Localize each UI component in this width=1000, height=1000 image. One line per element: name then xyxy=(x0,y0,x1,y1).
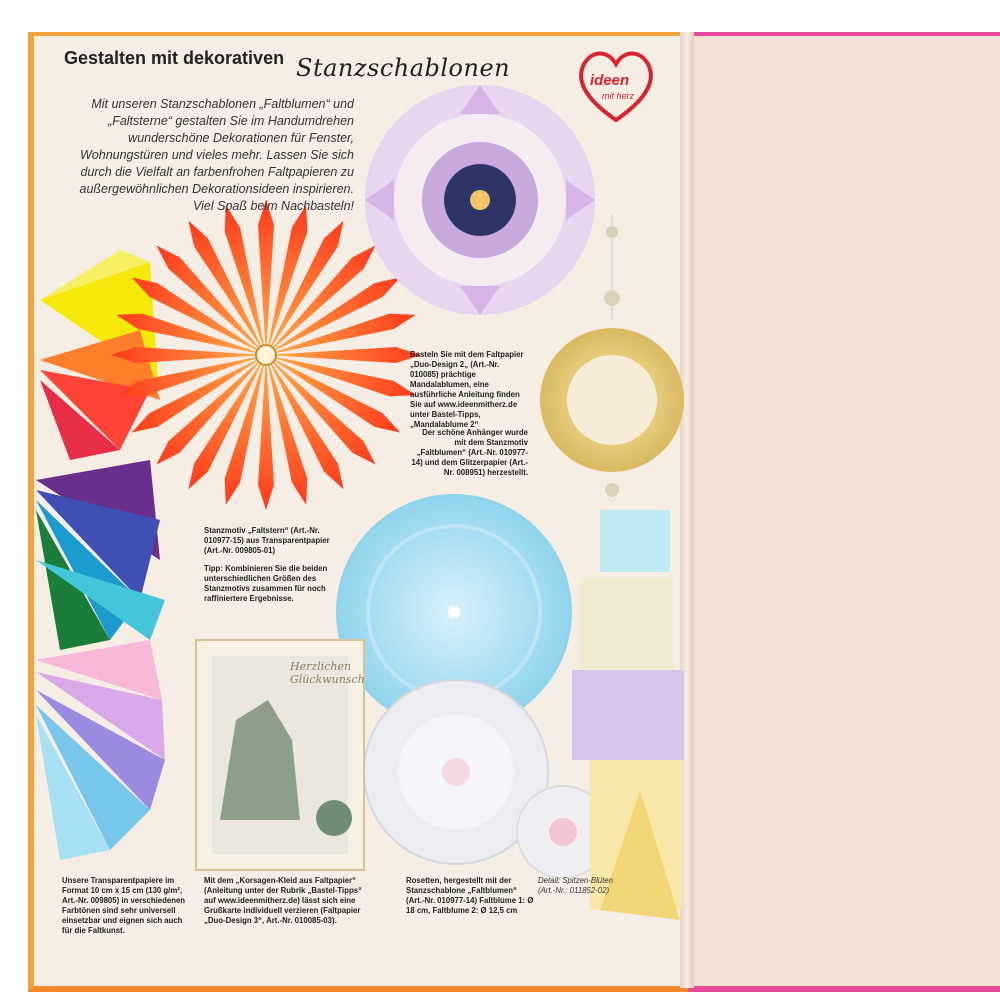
page-title-script: Stanzschablonen xyxy=(296,54,511,82)
pastel-paper-fan xyxy=(36,640,165,860)
caption-faltstern: Stanzmotiv „Faltstern“ (Art.-Nr. 010977-15) aus Transparentpapier (Art.-Nr. 009805-01) xyxy=(204,526,330,555)
caption-rosetten: Rosetten, hergestellt mit der Stanzschablone „Faltblumen“ (Art.-Nr. 010977-14) Faltblume 1: Ø 18 cm, Faltblume 2: Ø 12,5 cm xyxy=(406,876,534,915)
caption-tipp: Tipp: Kombinieren Sie die beiden unterschiedlichen Größen des Stanzmotivs zusammen für noch raffiniertere Ergebnisse. xyxy=(204,564,328,603)
caption-transparent: Unsere Transparentpapiere im Format 10 cm x 15 cm (130 g/m², Art.-Nr. 009805) in verschiedenen Farbtönen sind sehr universell einsetzbar und eignen sich auch für die Faltkunst. xyxy=(62,876,186,935)
caption-kleid: Mit dem „Korsagen-Kleid aus Faltpapier“ (Anleitung unter der Rubrik „Bastel-Tipps“ auf www.ideenmitherz.de) lässt sich eine Grußkarte individuell verzieren (Faltpapier „Duo-Design 3“, Art.-Nr. 010085-03). xyxy=(204,876,362,925)
caption-duo-design: Basteln Sie mit dem Faltpapier „Duo-Design 2„ (Art.-Nr. 010085) prächtige Mandalablumen, eine ausführliche Anleitung finden Sie auf www.ideenmitherz.de unter Bastel-Tipps, „Mandalablume 2“ xyxy=(410,350,524,429)
card-greeting xyxy=(290,660,365,686)
page-title: Gestalten mit dekorativen xyxy=(64,48,285,68)
intro-paragraph: Mit unseren Stanzschablonen „Faltblumen“ und „Faltsterne“ gestalten Sie im Handumdrehen wunderschöne Dekorationen für Fenster, Wohnungstüren und vieles mehr. Lassen Sie sich durch die Vielfalt an farbenfrohen Faltpapieren zu außergewöhnlichen Dekorationsideen inspirieren. Viel Spaß beim Nachbasteln! xyxy=(79,97,354,213)
caption-detail: Detail: Spitzen-Blüten (Art.-Nr.: 011852-02) xyxy=(538,876,613,895)
orange-star xyxy=(111,200,421,510)
card-greeting-line2: Glückwunsch xyxy=(290,673,365,686)
logo-text-main: ideen xyxy=(590,72,630,89)
violet-paper-fan xyxy=(36,460,165,650)
caption-anhaenger: Der schöne Anhänger wurde mit dem Stanzmotiv „Faltblumen“ (Art.-Nr. 010977-14) und dem Glitzerpapier (Art.-Nr. 008951) herzestellt. xyxy=(411,428,528,477)
card-greeting-line1: Herzlichen xyxy=(290,660,352,673)
logo-text-sub: mit herz xyxy=(602,91,635,101)
lavender-mandala xyxy=(365,85,595,315)
